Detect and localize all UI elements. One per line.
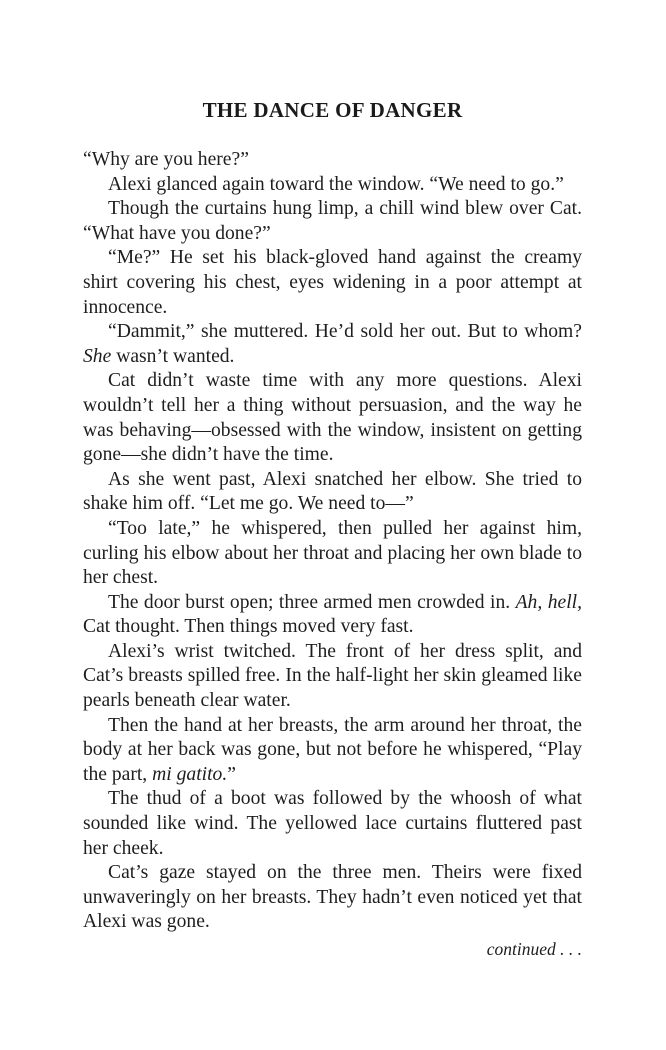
paragraph xyxy=(83,787,582,861)
text-segment: Though the curtains hung limp, a chill wind blew over Cat. “What have you done?” xyxy=(83,198,582,244)
text-segment: The thud of a boot was followed by the whoosh of what sounded like wind. The yellowed lace curtains fluttered past her cheek. xyxy=(83,788,582,859)
paragraph xyxy=(83,714,582,788)
chapter-title: THE DANCE OF DANGER xyxy=(202,98,463,122)
paragraph xyxy=(83,369,582,467)
text-segment: Then the hand at her breasts, the arm around her throat, the body at her back was gone, but not before he whispered, “Play the part, xyxy=(83,714,582,785)
text-segment: Cat didn’t waste time with any more questions. Alexi wouldn’t tell her a thing without persuasion, and the way he was behaving—obsessed with the window, insistent on getting gone—she didn’t have the time. xyxy=(83,370,582,466)
paragraph xyxy=(83,148,582,173)
paragraph xyxy=(83,173,582,198)
paragraph xyxy=(83,640,582,714)
continued-label: continued . . . xyxy=(486,939,582,959)
paragraph xyxy=(83,517,582,591)
text-segment: “Too late,” he whispered, then pulled her against him, curling his elbow about her throat and placing her own blade to her chest. xyxy=(83,517,582,589)
text-segment: The door burst open; three armed men crowded in. xyxy=(108,591,516,613)
paragraph xyxy=(83,197,582,246)
italic-emphasis: mi gatito. xyxy=(152,763,228,785)
book-page xyxy=(83,96,582,962)
text-segment: “Dammit,” she muttered. He’d sold her out. But to whom? xyxy=(108,321,582,343)
body-text xyxy=(83,148,582,935)
text-segment: “Me?” He set his black-gloved hand against the creamy shirt covering his chest, eyes widening in a poor attempt at innocence. xyxy=(83,247,582,318)
paragraph xyxy=(83,468,582,517)
paragraph xyxy=(83,861,582,935)
text-segment: Cat thought. Then things moved very fast. xyxy=(83,616,414,638)
text-segment: wasn’t wanted. xyxy=(111,345,235,367)
text-segment: As she went past, Alexi snatched her elbow. She tried to shake him off. “Let me go. We need to—” xyxy=(83,468,582,515)
paragraph xyxy=(83,320,582,369)
text-segment: “Why are you here?” xyxy=(83,149,249,170)
text-segment: ” xyxy=(227,763,236,785)
italic-emphasis: She xyxy=(83,345,112,367)
paragraph xyxy=(83,591,582,640)
text-segment: Alexi glanced again toward the window. “We need to go.” xyxy=(108,173,564,195)
text-segment: Alexi’s wrist twitched. The front of her dress split, and Cat’s breasts spilled free. In the half-light her skin gleamed like pearls beneath clear water. xyxy=(83,640,582,712)
italic-emphasis: Ah, hell, xyxy=(515,591,582,613)
text-segment: Cat’s gaze stayed on the three men. Theirs were fixed unwaveringly on her breasts. They hadn’t even noticed yet that Alexi was gone. xyxy=(83,862,582,933)
paragraph xyxy=(83,246,582,320)
